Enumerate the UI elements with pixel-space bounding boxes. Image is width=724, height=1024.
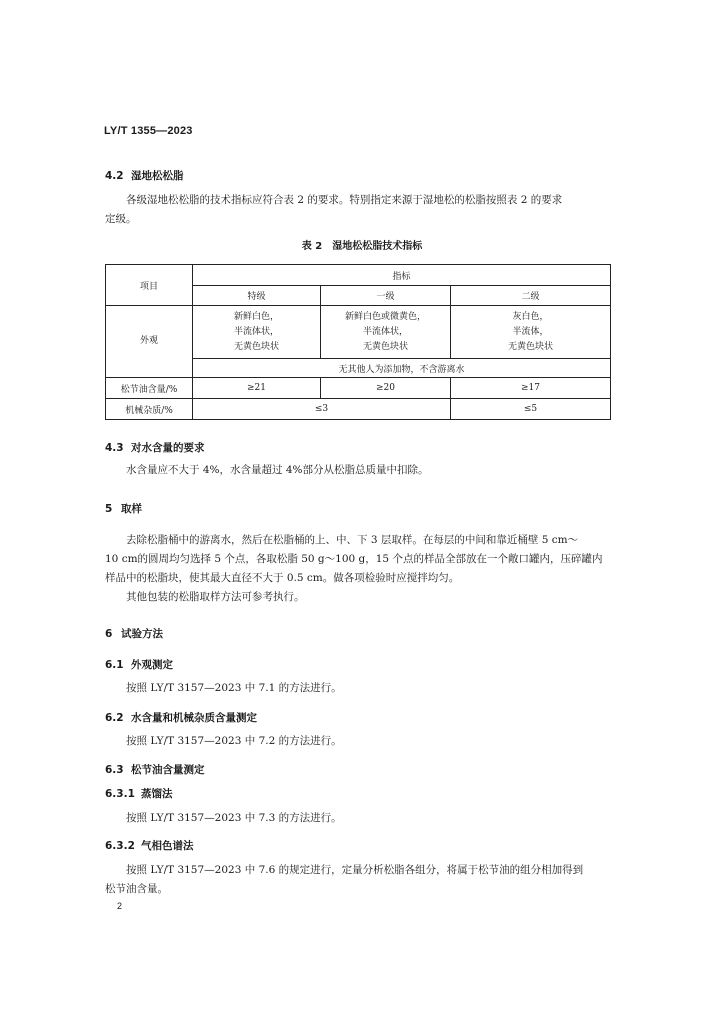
section-6-heading xyxy=(105,626,163,641)
standard-code: LY/T 1355—2023 xyxy=(104,125,193,137)
appearance-note: 无其他人为添加物，不含游离水 xyxy=(193,359,611,378)
section-6-2-heading xyxy=(105,710,257,725)
paragraph-line: 按照 LY/T 3157—2023 中 7.6 的规定进行，定量分析松脂各组分，将属于松节油的组分相加得到 xyxy=(126,864,584,876)
section-number: 4.3 xyxy=(105,442,124,454)
header-index: 指标 xyxy=(193,265,611,286)
row-label-appearance: 外观 xyxy=(106,306,193,378)
impurity-premium-first: ≤3 xyxy=(193,399,451,420)
section-4-3-paragraph: 水含量应不大于 4%，水含量超过 4%部分从松脂总质量中扣除。 xyxy=(126,464,429,476)
page-number: 2 xyxy=(117,901,123,911)
grade-first: 一级 xyxy=(321,286,451,306)
section-number: 6.1 xyxy=(105,659,124,671)
turpentine-second: ≥17 xyxy=(451,378,611,399)
appearance-first: 新鲜白色或微黄色， 半流体状， 无黄色块状 xyxy=(321,306,451,359)
section-title: 气相色谱法 xyxy=(141,840,194,852)
section-title: 蒸馏法 xyxy=(141,788,173,800)
grade-premium: 特级 xyxy=(193,286,321,306)
section-6-2-paragraph: 按照 LY/T 3157—2023 中 7.2 的方法进行。 xyxy=(126,735,342,747)
header-item: 项目 xyxy=(106,265,193,306)
section-4-2-paragraph xyxy=(105,191,610,229)
section-title: 水含量和机械杂质含量测定 xyxy=(131,712,257,724)
section-4-2-heading xyxy=(105,168,184,183)
row-label-impurity: 机械杂质/% xyxy=(106,399,193,420)
section-number: 6.3.2 xyxy=(105,840,135,852)
section-5-paragraph xyxy=(105,531,610,607)
grade-second: 二级 xyxy=(451,286,611,306)
section-6-1-heading xyxy=(105,657,173,672)
turpentine-premium: ≥21 xyxy=(193,378,321,399)
section-5-heading xyxy=(105,501,142,516)
paragraph-line: 样品中的松脂块，使其最大直径不大于 0.5 cm。做各项检验时应搅拌均匀。 xyxy=(105,572,460,584)
section-title: 松节油含量测定 xyxy=(131,764,205,776)
paragraph-line: 各级湿地松松脂的技术指标应符合表 2 的要求。特别指定来源于湿地松的松脂按照表 2 的要求 xyxy=(126,194,563,206)
paragraph-line: 10 cm的圆周均匀选择 5 个点，各取松脂 50 g～100 g，15 个点的样品全部放在一个敞口罐内，压碎罐内 xyxy=(105,553,603,565)
paragraph-line: 松节油含量。 xyxy=(105,883,168,895)
section-6-3-1-paragraph: 按照 LY/T 3157—2023 中 7.3 的方法进行。 xyxy=(126,812,342,824)
section-title: 湿地松松脂 xyxy=(131,170,184,182)
spec-table xyxy=(105,264,611,420)
section-title: 取样 xyxy=(121,503,142,515)
section-title: 试验方法 xyxy=(121,628,163,640)
appearance-premium: 新鲜白色， 半流体状， 无黄色块状 xyxy=(193,306,321,359)
section-6-3-heading xyxy=(105,762,205,777)
section-number: 6.3 xyxy=(105,764,124,776)
section-title: 对水含量的要求 xyxy=(131,442,205,454)
section-number: 4.2 xyxy=(105,170,124,182)
section-number: 6.3.1 xyxy=(105,788,135,800)
section-number: 6.2 xyxy=(105,712,124,724)
row-label-turpentine: 松节油含量/% xyxy=(106,378,193,399)
paragraph-line: 去除松脂桶中的游离水，然后在松脂桶的上、中、下 3 层取样。在每层的中间和靠近桶壁 5 cm～ xyxy=(126,534,579,546)
section-6-1-paragraph: 按照 LY/T 3157—2023 中 7.1 的方法进行。 xyxy=(126,682,342,694)
section-title: 外观测定 xyxy=(131,659,173,671)
section-4-3-heading xyxy=(105,440,205,455)
paragraph-line: 其他包装的松脂取样方法可参考执行。 xyxy=(126,591,305,603)
paragraph-line: 定级。 xyxy=(105,213,137,225)
section-6-3-1-heading xyxy=(105,786,173,801)
table-caption: 表 2 湿地松松脂技术指标 xyxy=(301,241,423,252)
section-6-3-2-heading xyxy=(105,838,194,853)
impurity-second: ≤5 xyxy=(451,399,611,420)
section-6-3-2-paragraph xyxy=(105,861,610,899)
section-number: 6 xyxy=(105,628,113,640)
section-number: 5 xyxy=(105,503,113,515)
appearance-second: 灰白色， 半流体， 无黄色块状 xyxy=(451,306,611,359)
turpentine-first: ≥20 xyxy=(321,378,451,399)
